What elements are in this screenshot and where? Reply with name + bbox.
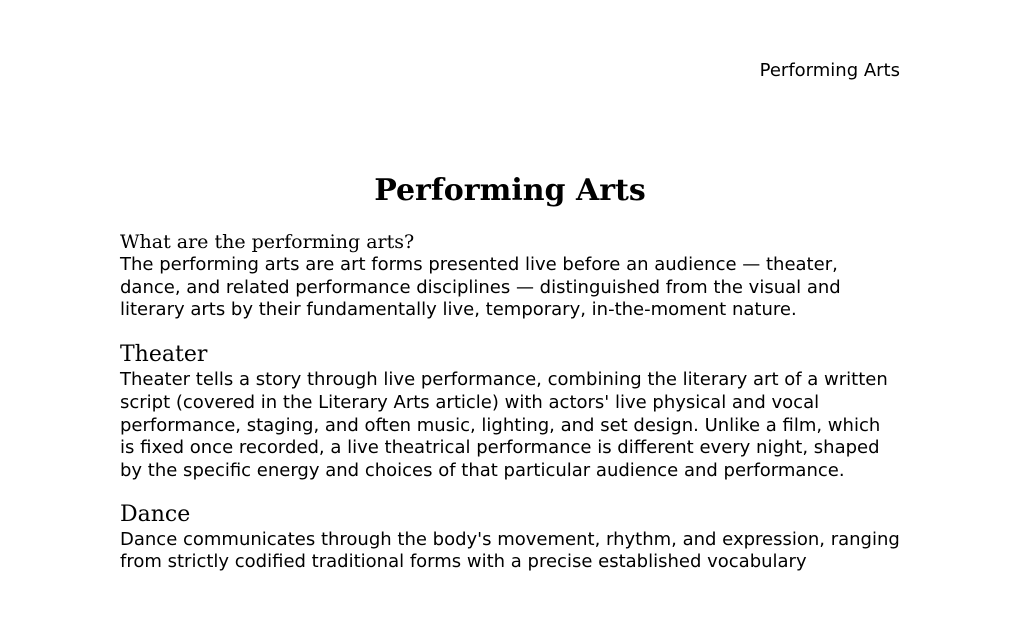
section-body-theater: Theater tells a story through live performance, combining the literary art of a written script (covered in the Literary Arts article) with actors' live physical and vocal performance, staging, and often music, lighting, and set design. Unlike a film, which is fixed once recorded, a live theatrical performance is different every night, shaped by the specific energy and choices of that particular audience and performance. — [120, 369, 888, 481]
section-dance — [120, 501, 900, 574]
section-heading-theater: Theater — [120, 342, 208, 368]
running-header: Performing Arts — [759, 60, 900, 81]
section-body-dance: Dance communicates through the body's movement, rhythm, and expression, ranging from strictly codified traditional forms with a precise established vocabulary — [120, 528, 900, 573]
section-heading-dance: Dance — [120, 501, 191, 527]
intro-paragraph: The performing arts are art forms presented live before an audience — theater, dance, and related performance disciplines — distinguished from the visual and literary arts by their fundamentally live, temporary, in-the-moment nature. — [120, 254, 841, 321]
article — [120, 172, 900, 574]
page-title: Performing Arts — [374, 173, 646, 208]
section-theater — [120, 341, 900, 483]
article-subtitle: What are the performing arts? — [120, 231, 415, 253]
